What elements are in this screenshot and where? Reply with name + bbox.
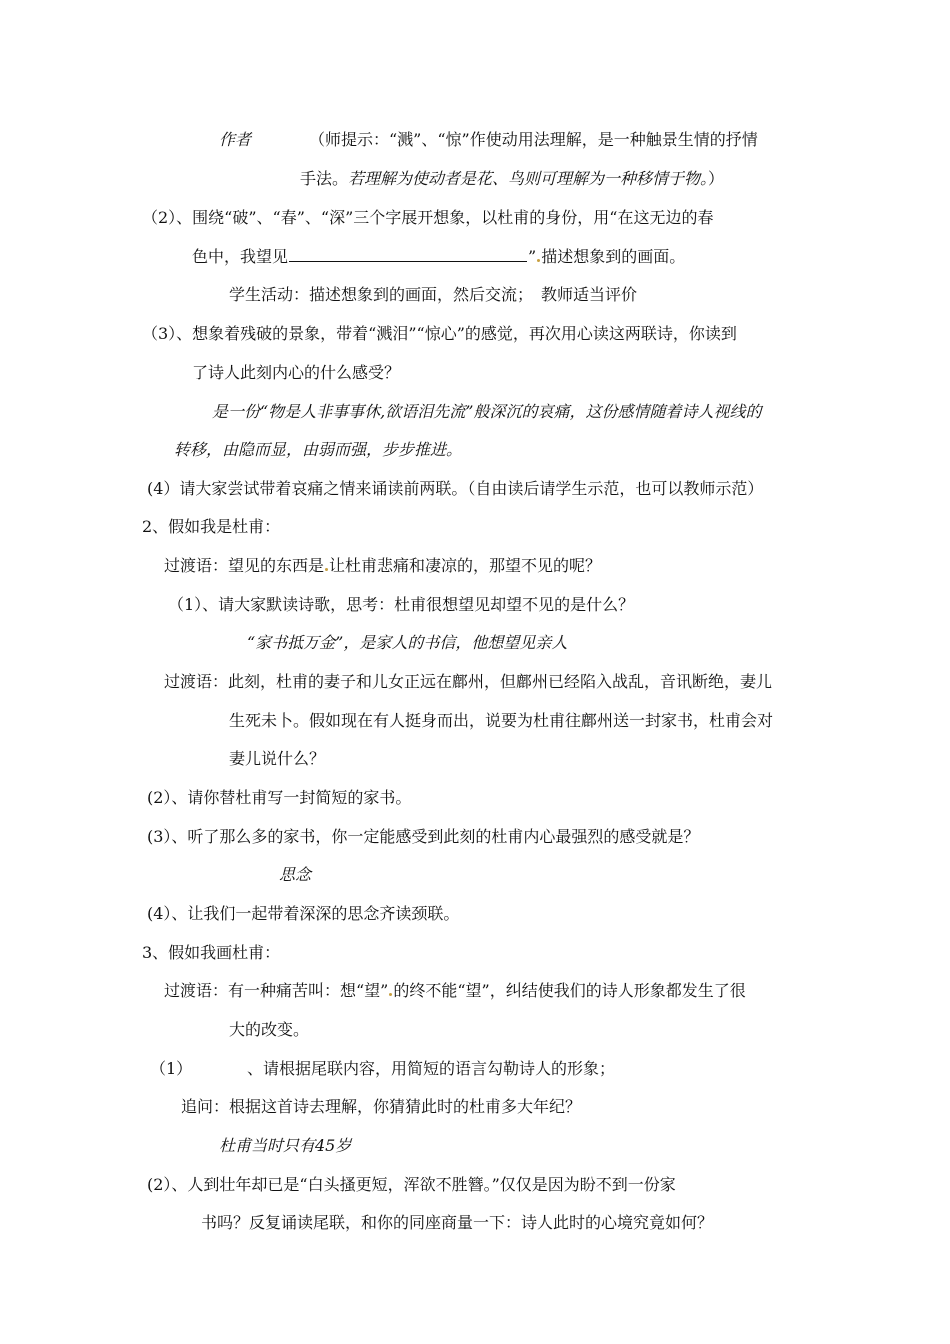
text-line: 思念 <box>279 865 312 884</box>
text-line: 妻儿说什么？ <box>229 749 326 768</box>
text-line: 过渡语：此刻，杜甫的妻子和儿女正远在鄜州，但鄜州已经陷入战乱，音讯断绝，妻儿 <box>164 672 773 691</box>
text-line: 追问：根据这首诗去理解，你猜猜此时的杜甫多大年纪？ <box>181 1097 582 1116</box>
text-line: (3）、听了那么多的家书，你一定能感受到此刻的杜甫内心最强烈的感受就是？ <box>147 827 700 846</box>
text-line: “家书抵万金”，是家人的书信，他想望见亲人 <box>247 633 568 652</box>
text-line: (2）、人到壮年却已是“白头搔更短，浑欲不胜簪。”仅仅是因为盼不到一份家 <box>147 1175 676 1194</box>
text-line: (4）、让我们一起带着深深的思念齐读颈联。 <box>147 904 460 923</box>
mark-dot <box>325 568 328 571</box>
text-line: 过渡语：有一种痛苦叫：想“望” 的终不能“望”，纠结使我们的诗人形象都发生了很 <box>164 981 746 1000</box>
text-line: 手法。若理解为使动者是花、鸟则可理解为一种移情于物。） <box>300 169 725 188</box>
text-line: （1）、请大家默读诗歌，思考：杜甫很想望见却望不见的是什么？ <box>168 595 635 614</box>
text-line: 色中，我望见 ” 描述想象到的画面。 <box>192 247 686 266</box>
mark-dot <box>389 993 392 996</box>
text-line: 转移，由隐而显，由弱而强，步步推进。 <box>174 440 463 459</box>
mark-dot <box>537 259 540 262</box>
text-line: 作者 <box>219 130 252 149</box>
section-heading: 3、假如我画杜甫： <box>142 943 281 962</box>
text-line: （1） <box>150 1059 193 1078</box>
text-line: (2）、请你替杜甫写一封简短的家书。 <box>147 788 412 807</box>
text-line: 过渡语：望见的东西是 让杜甫悲痛和凄凉的，那望不见的呢？ <box>164 556 602 575</box>
fill-in-blank <box>289 247 527 262</box>
text-line: 杜甫当时只有45岁 <box>219 1136 352 1155</box>
text-line: 生死未卜。假如现在有人挺身而出，说要为杜甫往鄜州送一封家书，杜甫会对 <box>229 711 774 730</box>
section-heading: 2、假如我是杜甫： <box>142 517 281 536</box>
text-line: (4）请大家尝试带着哀痛之情来诵读前两联。（自由读后请学生示范，也可以教师示范） <box>147 479 764 498</box>
text-line: 大的改变。 <box>229 1020 310 1039</box>
text-line: 、请根据尾联内容，用简短的语言勾勒诗人的形象； <box>247 1059 616 1078</box>
text-line: 了诗人此刻内心的什么感受？ <box>192 363 401 382</box>
text-line: 书吗？反复诵读尾联，和你的同座商量一下：诗人此时的心境究竟如何？ <box>201 1213 714 1232</box>
text-line: 学生活动：描述想象到的画面，然后交流； 教师适当评价 <box>229 285 638 304</box>
text-line: （2）、围绕“破”、“春”、“深”三个字展开想象，以杜甫的身份，用“在这无边的春 <box>142 208 714 227</box>
text-line: （3）、想象着残破的景象，带着“溅泪”“惊心”的感觉，再次用心读这两联诗，你读到 <box>142 324 737 343</box>
text-line: 是一份“物是人非事事休,欲语泪先流”般深沉的哀痛，这份感情随着诗人视线的 <box>212 402 762 421</box>
text-line: （师提示：“溅”、“惊”作使动用法理解，是一种触景生情的抒情 <box>309 130 758 149</box>
